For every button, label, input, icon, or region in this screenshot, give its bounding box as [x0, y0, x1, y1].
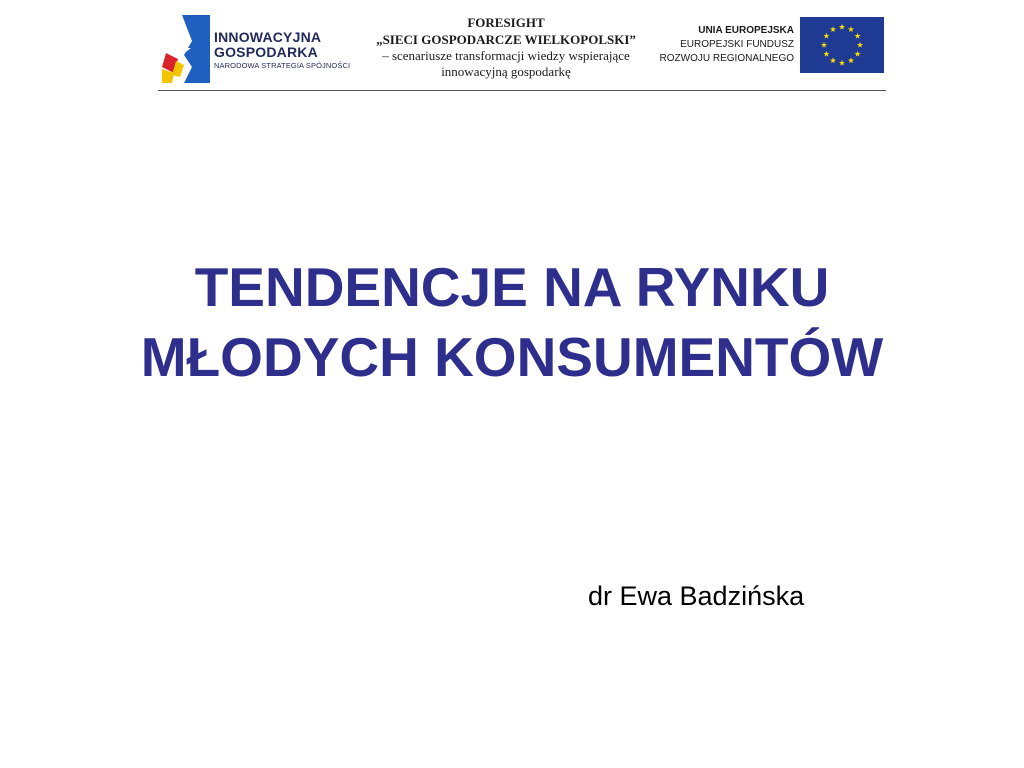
eu-line1: EUROPEJSKI FUNDUSZ	[680, 39, 794, 50]
slide-title	[0, 252, 1024, 392]
ig-logo-line1: INNOWACYJNA	[214, 29, 322, 45]
eu-flag-icon	[800, 17, 884, 73]
foresight-title: FORESIGHT	[467, 15, 545, 30]
foresight-line1: „SIECI GOSPODARCZE WIELKOPOLSKI”	[376, 32, 636, 47]
foresight-banner-text	[356, 14, 656, 80]
foresight-line2: – scenariusze transformacji wiedzy wspierające	[382, 48, 630, 63]
ig-logo-text	[214, 30, 350, 71]
eu-title: UNIA EUROPEJSKA	[698, 25, 794, 36]
foresight-line3: innowacyjną gospodarkę	[441, 64, 571, 79]
eu-text	[646, 23, 794, 66]
slide-title-line2: MŁODYCH KONSUMENTÓW	[140, 326, 884, 388]
ig-logo-subtitle: NARODOWA STRATEGIA SPÓJNOŚCI	[214, 61, 351, 70]
slide-title-line1: TENDENCJE NA RYNKU	[194, 256, 830, 318]
header-banner	[158, 10, 886, 91]
ig-logo-line2: GOSPODARKA	[214, 44, 318, 60]
author-name: dr Ewa Badzińska	[588, 581, 805, 611]
innowacyjna-gospodarka-logo	[162, 15, 356, 83]
eu-line2: ROZWOJU REGIONALNEGO	[659, 53, 794, 64]
innowacyjna-gospodarka-logo-icon	[162, 15, 210, 83]
